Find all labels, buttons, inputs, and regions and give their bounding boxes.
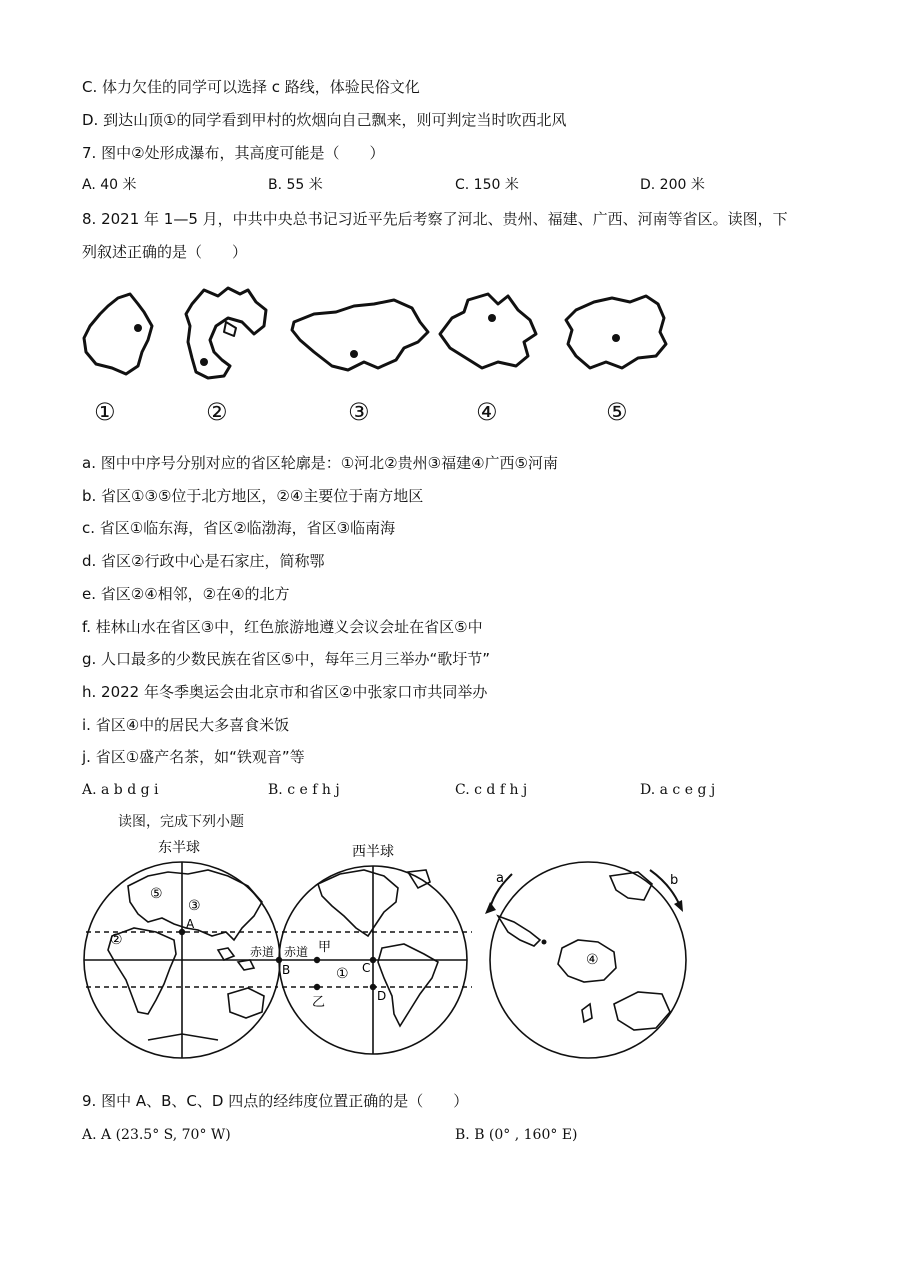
point-jia-marker <box>314 957 320 963</box>
capital-dot-1 <box>134 324 142 332</box>
province-label-4: ④ <box>476 398 498 426</box>
q8-option-d: D. a c e g j <box>640 782 716 798</box>
point-label-jia: 甲 <box>318 940 332 955</box>
point-label-b: B <box>282 963 291 977</box>
east-hemisphere <box>84 862 280 1058</box>
region-label-2: ② <box>110 932 123 948</box>
option-c-prev: C. 体力欠佳的同学可以选择 c 路线，体验民俗文化 <box>82 78 420 96</box>
point-label-yi: 乙 <box>312 995 326 1010</box>
arrow-label-a: a <box>496 871 504 886</box>
q7-option-d: D. 200 米 <box>640 177 705 193</box>
province-outline-4 <box>440 294 536 368</box>
west-hemisphere-title: 西半球 <box>352 844 394 860</box>
region-label-3: ③ <box>188 898 201 914</box>
statement-h: h. 2022 年冬季奥运会由北京市和省区②中张家口市共同举办 <box>82 683 488 701</box>
figure-instruction: 读图，完成下列小题 <box>118 814 244 830</box>
point-yi-marker <box>314 984 320 990</box>
point-label-d: D <box>377 989 387 1003</box>
q7-option-a: A. 40 米 <box>82 177 137 193</box>
point-label-c: C <box>362 961 371 975</box>
q8-stem-line2: 列叙述正确的是（ ） <box>82 243 248 261</box>
capital-dot-3 <box>350 350 358 358</box>
q7-stem: 7. 图中②处形成瀑布，其高度可能是（ ） <box>82 144 385 162</box>
statement-j: j. 省区①盛产名茶，如“铁观音”等 <box>82 748 305 766</box>
point-a-marker <box>179 929 185 935</box>
region-label-5: ⑤ <box>150 886 163 902</box>
q8-option-b: B. c e f h j <box>268 782 340 798</box>
statement-f: f. 桂林山水在省区③中，红色旅游地遵义会议会址在省区⑤中 <box>82 618 483 636</box>
statement-i: i. 省区④中的居民大多喜食米饭 <box>82 716 290 734</box>
statement-e: e. 省区②④相邻，②在④的北方 <box>82 585 290 603</box>
province-outline-3 <box>292 300 428 370</box>
province-outlines-figure <box>78 282 678 382</box>
statement-a: a. 图中中序号分别对应的省区轮廓是：①河北②贵州③福建④广西⑤河南 <box>82 454 558 472</box>
statement-b: b. 省区①③⑤位于北方地区，②④主要位于南方地区 <box>82 487 424 505</box>
q8-stem-line1: 8. 2021 年 1—5 月，中共中央总书记习近平先后考察了河北、贵州、福建、广西、河南等省区。读图，下 <box>82 210 788 228</box>
region-label-1: ① <box>336 966 349 982</box>
province-label-3: ③ <box>348 398 370 426</box>
beijing-tianjin-hole <box>224 322 236 336</box>
q9-option-b: B. B (0° , 160° E) <box>455 1127 578 1143</box>
capital-dot-4 <box>488 314 496 322</box>
statement-d: d. 省区②行政中心是石家庄，简称鄂 <box>82 552 325 570</box>
statement-c: c. 省区①临东海，省区②临渤海，省区③临南海 <box>82 519 396 537</box>
point-label-a: A <box>186 917 195 931</box>
point-c-marker <box>370 957 376 963</box>
province-label-1: ① <box>94 398 116 426</box>
hemispheres-figure <box>78 836 694 1064</box>
province-label-5: ⑤ <box>606 398 628 426</box>
east-hemisphere-title: 东半球 <box>158 840 200 856</box>
statement-g: g. 人口最多的少数民族在省区⑤中，每年三月三举办“歌圩节” <box>82 650 491 668</box>
q7-option-c: C. 150 米 <box>455 177 519 193</box>
capital-dot-2 <box>200 358 208 366</box>
point-marker-extra <box>542 940 547 945</box>
province-outline-5 <box>566 296 666 368</box>
q9-stem: 9. 图中 A、B、C、D 四点的经纬度位置正确的是（ ） <box>82 1092 469 1110</box>
equator-label-east: 赤道 <box>250 945 275 959</box>
q8-option-a: A. a b d g i <box>82 782 159 798</box>
arrow-label-b: b <box>670 873 679 888</box>
region-label-4: ④ <box>586 952 599 968</box>
option-d-prev: D. 到达山顶①的同学看到甲村的炊烟向自己飘来，则可判定当时吹西北风 <box>82 111 567 129</box>
province-label-2: ② <box>206 398 228 426</box>
province-outline-1 <box>84 294 152 374</box>
capital-dot-5 <box>612 334 620 342</box>
q7-option-b: B. 55 米 <box>268 177 323 193</box>
q9-option-a: A. A (23.5° S, 70° W) <box>82 1127 231 1143</box>
point-d-marker <box>370 984 376 990</box>
q8-option-c: C. c d f h j <box>455 782 528 798</box>
equator-label-west: 赤道 <box>284 945 309 959</box>
